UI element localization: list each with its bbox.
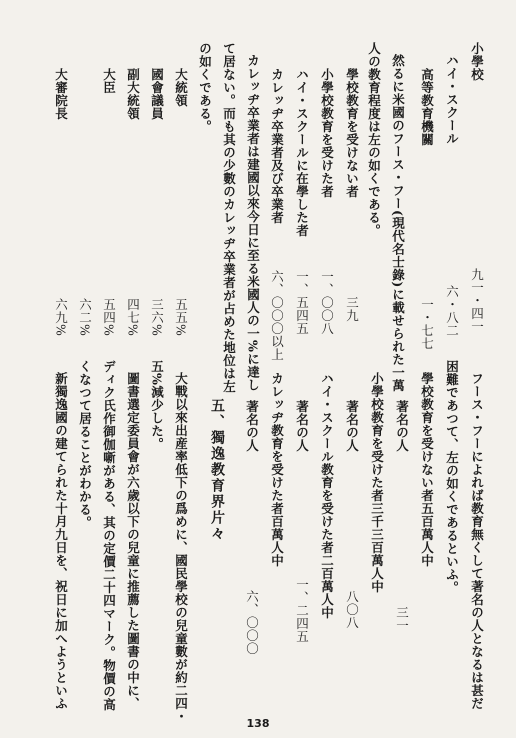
page-number: 138	[246, 717, 270, 730]
intro-line-1: フース・フーによれば教育無くして著名の人となるは甚だ	[469, 372, 485, 710]
stats-row-no-school: 學校教育を受けない者五百萬人中	[419, 372, 435, 567]
position-label-chief-justice: 大審院長	[53, 68, 69, 120]
stats-row-elementary-famous: 著名の人	[344, 400, 360, 452]
survey-label-college: カレッヂ卒業者及び卒業者	[269, 68, 285, 224]
stats-value-highschool: 一、二四五	[294, 578, 310, 643]
paragraph-line-1: 然るに米國のフース・フー(現代名士錄)に載せられた一萬	[390, 54, 406, 392]
table-label-higher-ed: 高等教育機關	[419, 68, 435, 146]
position-value-vice-president: 四七%	[125, 298, 141, 337]
table-label-highschool: ハイ・スクール	[444, 54, 460, 145]
closing-line-2: て居ない。而も其の少數のカレッヂ卒業者が占めた地位は左	[221, 42, 237, 393]
position-label-vice-president: 副大統領	[125, 68, 141, 120]
survey-label-elementary: 小學校教育を受けた者	[319, 68, 335, 198]
position-value-president: 五五%	[173, 298, 189, 337]
stats-value-elementary: 八〇八	[344, 590, 360, 629]
survey-value-no-school: 三九	[344, 296, 360, 322]
stats-row-highschool-famous: 著名の人	[294, 400, 310, 452]
body-line-6: 新獨逸國の建てられた十月九日を、祝日に加へようといふ	[53, 372, 69, 710]
stats-row-no-school-famous: 著名の人	[394, 400, 410, 452]
stats-value-no-school: 三一	[394, 606, 410, 632]
survey-value-elementary: 一、〇〇八	[319, 270, 335, 335]
table-value-higher-ed: 一・七七	[419, 298, 435, 350]
closing-line-3: の如くである。	[197, 42, 213, 133]
paragraph-line-2: 人の教育程度は左の如くである。	[366, 42, 382, 237]
section-heading: 五、獨逸教育界片々	[209, 398, 225, 542]
table-value-elementary: 九一・四一	[469, 268, 485, 333]
position-label-minister: 大臣	[101, 68, 117, 94]
position-value-congress: 三六%	[149, 298, 165, 337]
survey-value-college: 六、〇〇〇以上	[269, 270, 285, 361]
survey-label-no-school: 學校教育を受けない者	[344, 68, 360, 198]
body-line-1: 大戰以來出産率低下の爲めに、國民學校の兒童數が約二四・	[173, 372, 189, 723]
body-line-3: 圖書選定委員會が六歲以下の兒童に推薦した圖書の中に、	[125, 372, 141, 710]
position-value-chief-justice: 六九%	[53, 298, 69, 337]
survey-label-highschool: ハイ・スクールに在學した者	[294, 68, 310, 237]
table-label-elementary: 小學校	[469, 42, 485, 81]
body-line-5: くなつて居ることがわかる。	[77, 360, 93, 529]
stats-row-college-famous: 著名の人	[244, 400, 260, 452]
stats-value-college: 六、〇〇〇	[244, 590, 260, 655]
position-label-president: 大統領	[173, 68, 189, 107]
closing-line-1: カレッヂ卒業者は建國以來今日に至る米國人の一%に達し	[245, 54, 261, 392]
position-value-minister: 五四%	[101, 298, 117, 337]
stats-row-college: カレッヂ教育を受けた者百萬人中	[269, 372, 285, 567]
intro-line-2: 困難であつて、左の如くであるといふ。	[444, 360, 460, 594]
stats-row-elementary: 小學校教育を受けた者三千三百萬人中	[369, 372, 385, 593]
table-value-highschool: 六・八二	[444, 285, 460, 337]
body-line-4: ディク氏作御伽噺がある、其の定價二十四マーク。物價の高	[101, 360, 117, 711]
position-value-extra: 六二%	[77, 298, 93, 337]
stats-row-highschool: ハイ・スクール教育を受けた者二百萬人中	[319, 372, 335, 619]
body-line-2: 五%減少した。	[149, 360, 165, 451]
survey-value-highschool: 一、五四五	[294, 270, 310, 335]
position-label-congress: 國會議員	[149, 68, 165, 120]
